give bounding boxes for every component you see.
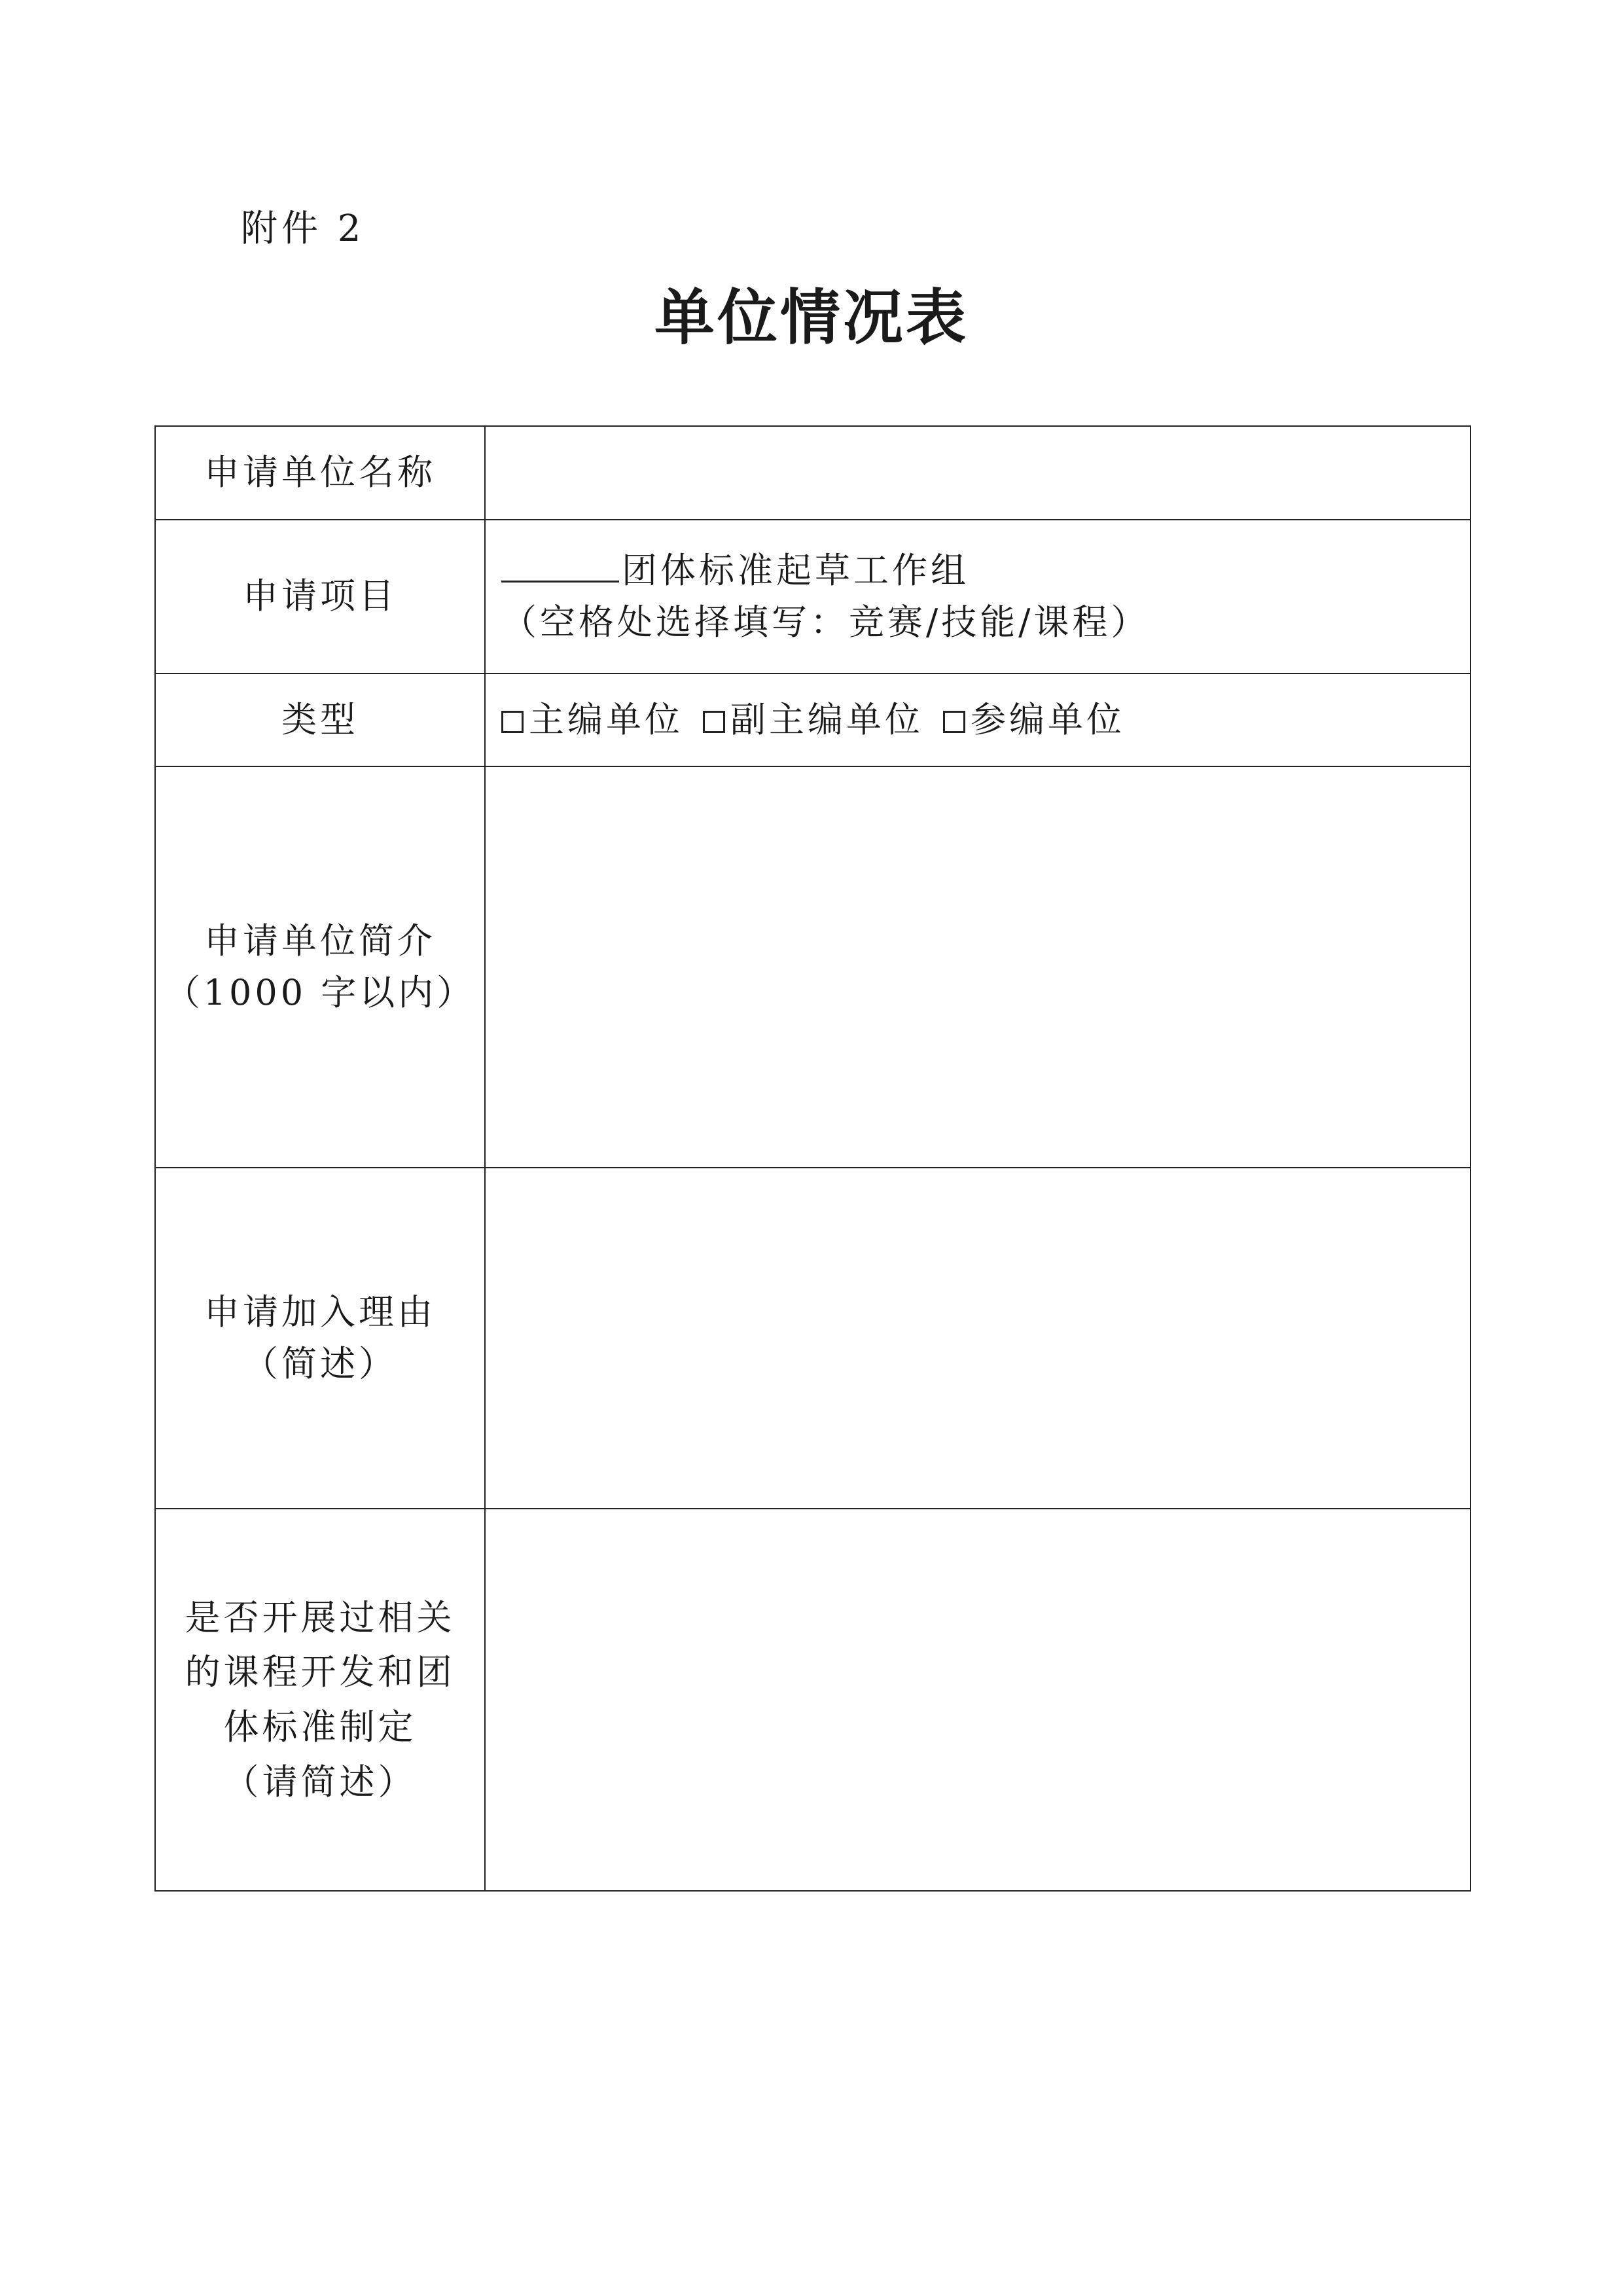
page-title: 单位情况表 bbox=[654, 283, 969, 353]
attachment-label: 附件 2 bbox=[241, 207, 365, 250]
type-option-deputy-editor[interactable] bbox=[703, 694, 923, 745]
experience-label-line3: 体标准制定 bbox=[223, 1706, 417, 1748]
intro-label bbox=[155, 766, 485, 1168]
project-label: 申请项目 bbox=[155, 520, 485, 673]
row-type bbox=[155, 673, 1471, 766]
project-hint: （空格处选择填写：竞赛/技能/课程） bbox=[501, 601, 1150, 643]
type-option-chief-editor[interactable] bbox=[501, 694, 683, 745]
type-option-participating-editor[interactable] bbox=[943, 694, 1125, 745]
experience-label bbox=[155, 1509, 485, 1891]
reason-field[interactable] bbox=[485, 1168, 1471, 1509]
type-option-label: 参编单位 bbox=[971, 698, 1125, 740]
experience-field[interactable] bbox=[485, 1509, 1471, 1891]
row-reason bbox=[155, 1168, 1471, 1509]
unit-info-table bbox=[154, 425, 1471, 1892]
project-field[interactable] bbox=[485, 520, 1471, 673]
checkbox-icon[interactable] bbox=[703, 711, 725, 733]
row-experience bbox=[155, 1509, 1471, 1891]
reason-label-line1: 申请加入理由 bbox=[204, 1291, 436, 1333]
intro-field[interactable] bbox=[485, 766, 1471, 1168]
intro-label-line1: 申请单位简介 bbox=[204, 920, 436, 962]
reason-label bbox=[155, 1168, 485, 1509]
type-option-label: 主编单位 bbox=[529, 698, 683, 740]
project-line bbox=[501, 545, 1470, 596]
unit-name-label: 申请单位名称 bbox=[155, 426, 485, 520]
reason-label-line2: （简述） bbox=[243, 1342, 397, 1384]
project-suffix: 团体标准起草工作组 bbox=[622, 550, 969, 592]
experience-label-line1: 是否开展过相关 bbox=[185, 1596, 455, 1638]
experience-label-line2: 的课程开发和团 bbox=[185, 1651, 455, 1693]
intro-label-line2: （1000 字以内） bbox=[164, 971, 476, 1013]
row-project bbox=[155, 520, 1471, 673]
checkbox-icon[interactable] bbox=[501, 711, 524, 733]
checkbox-icon[interactable] bbox=[943, 711, 965, 733]
type-options bbox=[485, 673, 1471, 766]
type-option-label: 副主编单位 bbox=[730, 698, 923, 740]
unit-name-field[interactable] bbox=[485, 426, 1471, 520]
experience-label-line4: （请简述） bbox=[223, 1761, 417, 1803]
row-unit-name bbox=[155, 426, 1471, 520]
project-blank[interactable] bbox=[501, 547, 619, 583]
row-intro bbox=[155, 766, 1471, 1168]
type-label: 类型 bbox=[155, 673, 485, 766]
